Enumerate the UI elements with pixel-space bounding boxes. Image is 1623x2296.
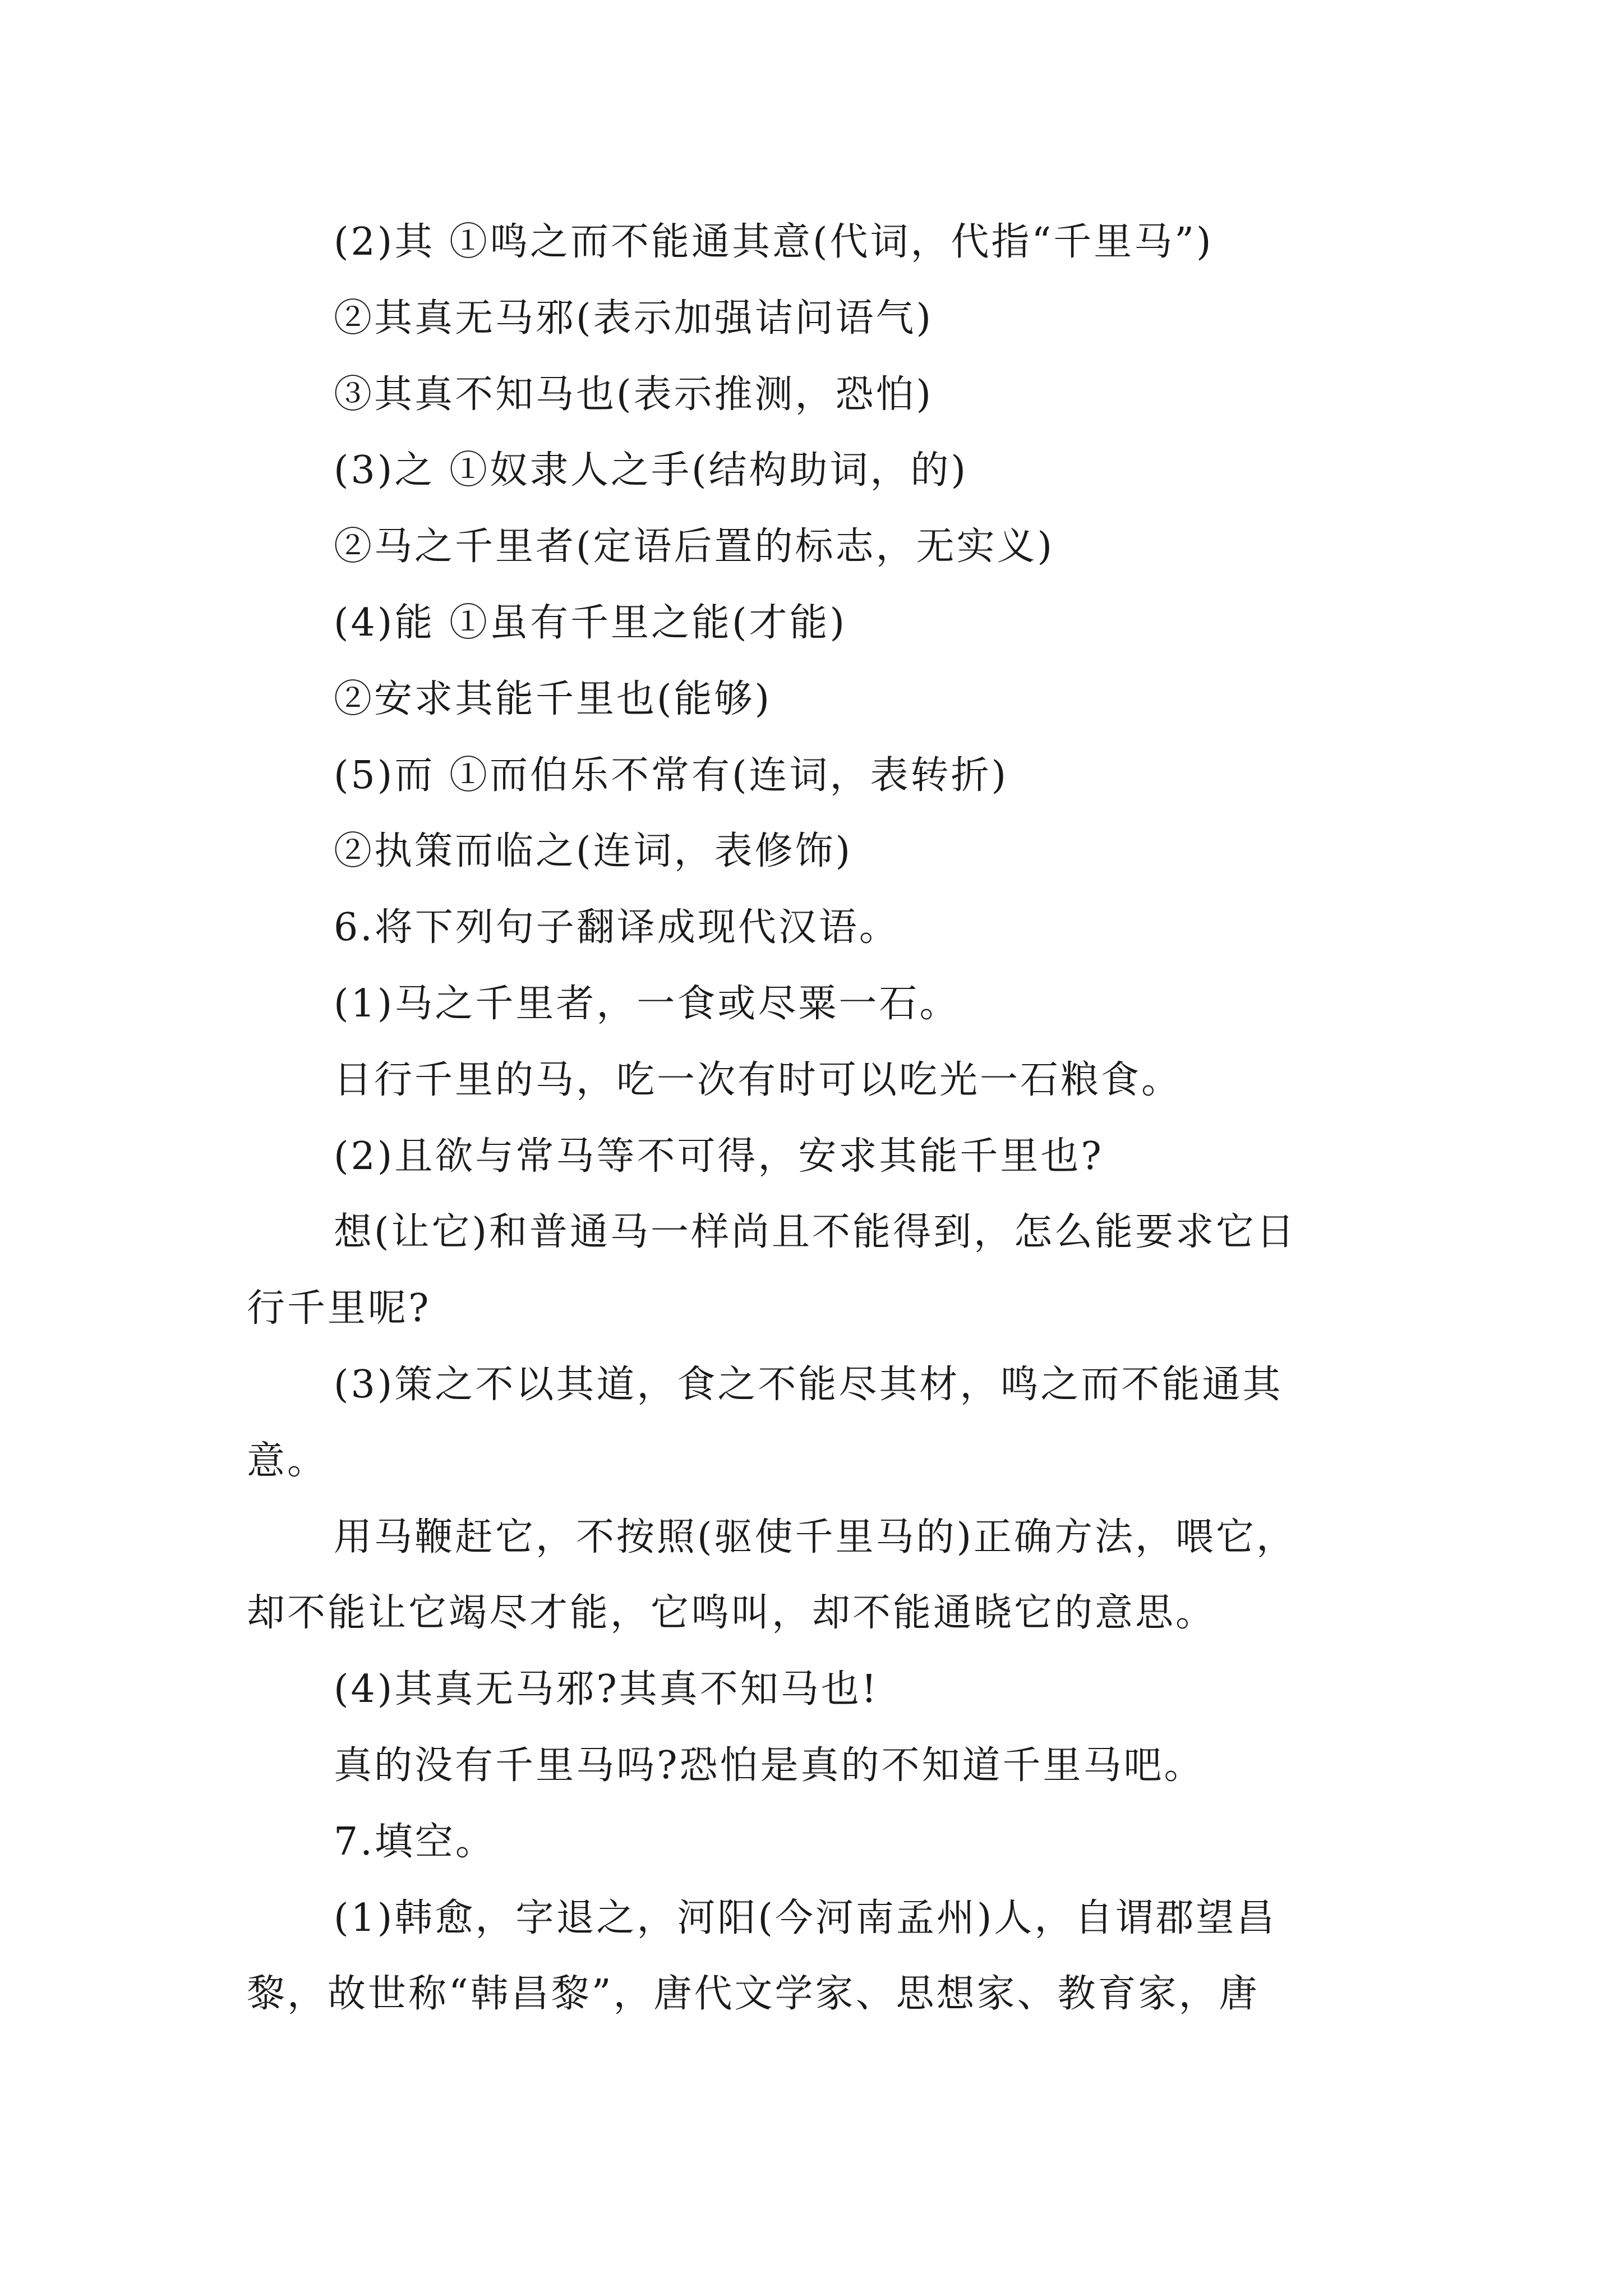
section-heading: 7.填空。 bbox=[334, 1820, 496, 1864]
text-line: (1)马之千里者，一食或尽粟一石。 bbox=[334, 982, 960, 1026]
text-line: ③其真不知马也(表示推测，恐怕) bbox=[334, 372, 934, 417]
text-line: (2)且欲与常马等不可得，安求其能千里也? bbox=[334, 1134, 1104, 1179]
text-line: ②马之千里者(定语后置的标志，无实义) bbox=[334, 524, 1055, 569]
text-line: (2)其 ①鸣之而不能通其意(代词，代指“千里马”) bbox=[334, 220, 1214, 264]
text-line: 用马鞭赶它，不按照(驱使千里马的)正确方法，喂它， bbox=[334, 1515, 1297, 1559]
text-line: ②其真无马邪(表示加强诘问语气) bbox=[334, 296, 934, 341]
text-line: (3)策之不以其道，食之不能尽其材，鸣之而不能通其 bbox=[334, 1363, 1283, 1407]
text-line: ②安求其能千里也(能够) bbox=[334, 677, 772, 721]
section-heading: 6.将下列句子翻译成现代汉语。 bbox=[334, 905, 900, 950]
text-line: (1)韩愈，字退之，河阳(今河南孟州)人，自谓郡望昌 bbox=[334, 1896, 1277, 1940]
text-line: 想(让它)和普通马一样尚且不能得到，怎么能要求它日 bbox=[334, 1210, 1297, 1254]
text-line: (3)之 ①奴隶人之手(结构助词，的) bbox=[334, 448, 968, 493]
text-line: 行千里呢? bbox=[247, 1286, 431, 1331]
text-line: 却不能让它竭尽才能，它鸣叫，却不能通晓它的意思。 bbox=[247, 1591, 1216, 1635]
text-line: (4)其真无马邪?其真不知马也! bbox=[334, 1667, 879, 1711]
text-line: 真的没有千里马吗?恐怕是真的不知道千里马吧。 bbox=[334, 1743, 1205, 1788]
text-line: 黎，故世称“韩昌黎”，唐代文学家、思想家、教育家，唐 bbox=[247, 1972, 1260, 2016]
text-line: 日行千里的马，吃一次有时可以吃光一石粮食。 bbox=[334, 1058, 1182, 1102]
text-line: (5)而 ①而伯乐不常有(连词，表转折) bbox=[334, 753, 1008, 798]
text-line: 意。 bbox=[247, 1439, 328, 1483]
text-line: (4)能 ①虽有千里之能(才能) bbox=[334, 601, 847, 645]
text-line: ②执策而临之(连词，表修饰) bbox=[334, 829, 853, 873]
